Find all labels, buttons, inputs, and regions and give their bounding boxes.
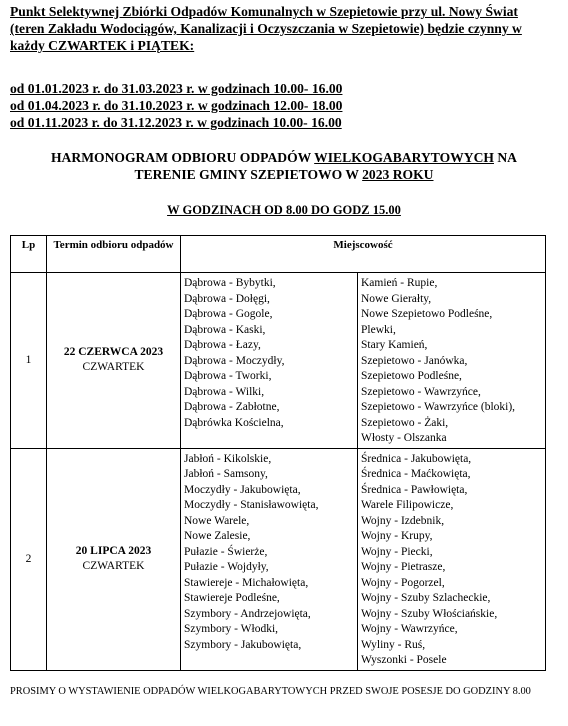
place-item: Średnica - Jakubowięta, <box>361 452 472 465</box>
place-item: Dąbrowa - Moczydły, <box>184 354 285 367</box>
title-part-underlined: WIELKOGABARYTOWYCH <box>314 150 494 165</box>
place-item: Dąbrowa - Bybytki, <box>184 277 276 289</box>
schedule-title <box>0 149 568 183</box>
opening-hours-list <box>10 80 342 131</box>
place-item: Jabłoń - Samsony, <box>184 468 268 480</box>
place-item: Wojny - Pietrasze, <box>361 561 446 573</box>
pickup-term <box>47 273 181 449</box>
place-item: Wojny - Izdebnik, <box>361 514 445 527</box>
place-item: Wojny - Krupy, <box>361 530 433 542</box>
intro-paragraph <box>10 3 555 54</box>
title-part: NA <box>493 150 518 165</box>
place-item: Pułazie - Świerże, <box>184 545 268 558</box>
place-item: Moczydły - Jakubowięta, <box>184 483 301 496</box>
header-lp: Lp <box>11 236 47 273</box>
collection-hours: W GODZINACH OD 8.00 DO GODZ 15.00 <box>167 203 401 217</box>
place-item: Wojny - Szuby Szlacheckie, <box>361 592 491 604</box>
header-places: Miejscowość <box>181 236 546 273</box>
place-item: Stawiereje - Michałowięta, <box>184 576 309 589</box>
header-term: Termin odbioru odpadów <box>47 236 181 273</box>
place-item: Szepietowo - Wawrzyńce, <box>361 385 481 398</box>
place-item: Plewki, <box>361 323 396 336</box>
date-range: od 01.04.2023 r. do 31.10.2023 r. w godzinach 12.00- 18.00 <box>10 98 343 113</box>
place-item: Szymbory - Włodki, <box>184 623 279 635</box>
table-row <box>11 273 546 449</box>
place-item: Pułazie - Wojdyły, <box>184 561 269 573</box>
title-part: HARMONOGRAM ODBIORU ODPADÓW <box>50 150 315 165</box>
pickup-date: 22 CZERWCA 2023 <box>63 346 164 359</box>
title-part: TERENIE GMINY SZEPIETOWO W <box>134 167 363 182</box>
place-item: Średnica - Maćkowięta, <box>361 468 471 480</box>
place-item: Jabłoń - Kikolskie, <box>184 452 272 465</box>
place-item: Wyliny - Ruś, <box>361 638 426 651</box>
place-item: Szymbory - Jakubowięta, <box>184 638 302 651</box>
place-item: Włosty - Olszanka <box>361 432 447 444</box>
place-item: Dąbrowa - Łazy, <box>184 339 261 351</box>
place-item: Nowe Gierałty, <box>361 292 432 305</box>
place-item: Stawiereje Podleśne, <box>184 592 280 604</box>
pickup-weekday: CZWARTEK <box>82 560 145 572</box>
table-header-row <box>11 236 546 273</box>
place-item: Dąbrowa - Zabłotne, <box>184 401 280 413</box>
date-range: od 01.01.2023 r. do 31.03.2023 r. w godzinach 10.00- 16.00 <box>10 81 343 96</box>
place-item: Warele Filipowicze, <box>361 499 454 511</box>
place-item: Dąbrowa - Kaski, <box>184 323 266 336</box>
title-part-underlined: 2023 ROKU <box>362 167 434 182</box>
place-item: Dąbrowa - Dołęgi, <box>184 292 270 305</box>
intro-line: każdy CZWARTEK i PIĄTEK: <box>10 38 195 53</box>
place-item: Wojny - Wawrzyńce, <box>361 623 458 635</box>
place-item: Dąbrowa - Gogole, <box>184 308 273 320</box>
footer-note: PROSIMY O WYSTAWIENIE ODPADÓW WIELKOGABARYTOWYCH PRZED SWOJE POSESJE DO GODZINY 8.00 <box>10 686 531 697</box>
place-item: Szepietowo Podleśne, <box>361 370 462 382</box>
place-item: Szepietowo - Wawrzyńce (bloki), <box>361 401 516 413</box>
pickup-date: 20 LIPCA 2023 <box>75 545 152 557</box>
place-item: Wojny - Pogorzel, <box>361 576 445 589</box>
place-item: Dąbrówka Kościelna, <box>184 416 284 429</box>
row-number: 2 <box>11 448 47 670</box>
places-list-right <box>358 273 546 449</box>
place-item: Dąbrowa - Wilki, <box>184 385 265 398</box>
table-row <box>11 448 546 670</box>
place-item: Szepietowo - Janówka, <box>361 354 468 367</box>
places-list-left <box>181 448 358 670</box>
places-list-left <box>181 273 358 449</box>
pickup-term <box>47 448 181 670</box>
place-item: Szepietowo - Żaki, <box>361 416 449 429</box>
place-item: Dąbrowa - Tworki, <box>184 370 272 382</box>
place-item: Moczydły - Stanisławowięta, <box>184 499 319 511</box>
intro-line: (teren Zakładu Wodociągów, Kanalizacji i Oczyszczania w Szepietowie) będzie czynny w <box>10 21 522 36</box>
place-item: Wojny - Szuby Włościańskie, <box>361 607 498 620</box>
place-item: Stary Kamień, <box>361 339 428 351</box>
intro-line: Punkt Selektywnej Zbiórki Odpadów Komunalnych w Szepietowie przy ul. Nowy Świat <box>10 4 518 19</box>
row-number: 1 <box>11 273 47 449</box>
place-item: Wojny - Piecki, <box>361 545 433 558</box>
places-list-right <box>358 448 546 670</box>
date-range: od 01.11.2023 r. do 31.12.2023 r. w godzinach 10.00- 16.00 <box>10 115 342 130</box>
place-item: Wyszonki - Posele <box>361 654 447 666</box>
schedule-table <box>10 235 546 671</box>
place-item: Nowe Szepietowo Podleśne, <box>361 308 493 320</box>
place-item: Nowe Warele, <box>184 514 250 527</box>
place-item: Nowe Zalesie, <box>184 530 251 542</box>
place-item: Szymbory - Andrzejowięta, <box>184 607 311 620</box>
pickup-weekday: CZWARTEK <box>82 361 145 374</box>
place-item: Kamień - Rupie, <box>361 277 438 289</box>
place-item: Średnica - Pawłowięta, <box>361 483 468 496</box>
